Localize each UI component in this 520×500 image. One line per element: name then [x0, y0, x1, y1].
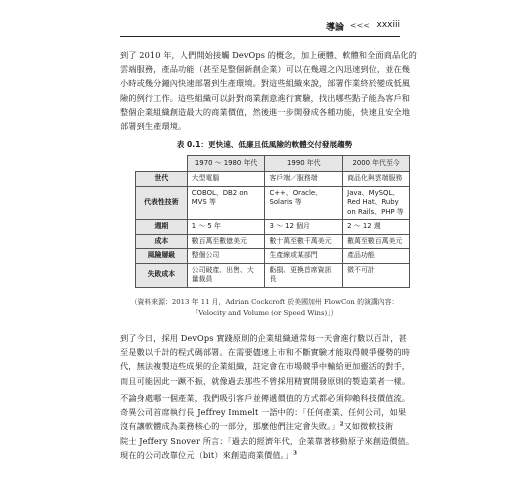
paragraph-text: 現在的公司改靠位元（bit）來創造商業價值。」	[120, 449, 294, 460]
paragraph-line-with-footnote	[120, 448, 409, 462]
paragraph-line: 險的例行工作。這些組織可以針對商業創意進行實驗，找出哪些點子能為客戶和	[120, 92, 411, 103]
paragraph-line: 院士 Jeffery Snover 所言：「過去的經濟年代，企業靠著移動原子來創造價值。	[120, 435, 415, 446]
paragraph-3	[120, 391, 415, 462]
row-header: 失敗成本	[136, 263, 188, 287]
table-row	[136, 186, 410, 220]
table-cell: C++、Oracle、Solaris 等	[265, 186, 343, 220]
paragraph-line: 到了今日，採用 DevOps 實踐原則的企業組織通常每一天會進行數以百計，甚	[120, 333, 407, 343]
table-row	[136, 263, 410, 287]
paragraph-line: 而且可能因此一蹶不振，就像過去那些不曾採用精實開發原則的製造業者一樣。	[120, 375, 411, 386]
paragraph-line: 整個企業組織創造最大的商業價值，然後進一步開發成各種功能，快速且安全地	[120, 106, 411, 117]
column-header: 1970 ～ 1980 年代	[187, 156, 265, 172]
source-line: 「Velocity and Volume (or Speed Wins)」）	[191, 308, 338, 317]
source-note	[120, 297, 409, 318]
footnote-marker: 3	[293, 450, 298, 457]
row-header: 風險層級	[136, 249, 188, 264]
row-header: 成本	[136, 234, 188, 249]
footnote-marker: 2	[339, 421, 344, 428]
row-header: 世代	[136, 172, 188, 187]
table-cell: Java、MySQL、Red Hat、Ruby on Rails、PHP 等	[343, 186, 410, 220]
table-cell: 整個公司	[187, 249, 265, 264]
table-cell: 2 ～ 12 週	[343, 220, 410, 235]
table-cell: 數萬至數百萬美元	[343, 234, 410, 249]
running-header	[120, 20, 400, 34]
table-row	[136, 172, 410, 187]
source-line: （資料來源：2013 年 11 月，Adrian Cockcroft 於美國加州 FlowCon 的演講內容：	[130, 298, 399, 306]
table-header-row	[136, 156, 410, 172]
paragraph-text: 沒有讓軟體成為業務核心的一部分，那麼他們注定會失敗。」	[120, 421, 340, 432]
header-rule	[120, 36, 400, 37]
table-cell: 公司破產、出售、大量裁員	[187, 263, 265, 287]
row-header: 週期	[136, 220, 188, 235]
table-cell: COBOL、DB2 on MVS 等	[187, 186, 265, 220]
paragraph-line: 奇異公司首席執行長 Jeffrey Immelt 一語中的：「任何產業、任何公司，如果	[120, 407, 407, 418]
column-header: 1990 年代	[265, 156, 343, 172]
paragraph-1	[120, 48, 417, 133]
table-cell: 生產線或某部門	[265, 249, 343, 264]
table-cell: 商品化與雲端服務	[343, 172, 410, 187]
table-row	[136, 234, 410, 249]
paragraph-line-with-footnote	[120, 419, 409, 433]
paragraph-line: 雲端服務，產品功能（甚至是整個新創企業）可以在幾週之內迅速到位，並在幾	[120, 64, 411, 75]
table-row	[136, 220, 410, 235]
paragraph-line: 不論身處哪一個產業，我們吸引客戶並傳遞價值的方式都必須仰賴科技價值流。	[120, 393, 411, 403]
paragraph-line: 部署到生產環境。	[120, 121, 187, 132]
trend-table	[135, 155, 410, 288]
arrows-icon: <<<	[349, 21, 370, 30]
table-caption: 表 0.1：更快速、低廉且低風險的軟體交付發展趨勢	[176, 140, 353, 149]
table-cell: 微不可計	[343, 263, 410, 287]
table-cell: 1 ～ 5 年	[187, 220, 265, 235]
table-cell: 大型電腦	[187, 172, 265, 187]
table-cell: 客戶端／服務端	[265, 172, 343, 187]
table-cell: 數百萬至數億美元	[187, 234, 265, 249]
column-header: 2000 年代至今	[343, 156, 410, 172]
paragraph-line: 代，無法複製這些成果的企業組織，註定會在市場競爭中輸給更加靈活的對手，	[120, 361, 411, 372]
paragraph-line: 至是數以千計的程式碼部署。在需要儘速上市和不斷實驗才能取得競爭優勢的時	[120, 347, 411, 358]
table-cell: 產品功能	[343, 249, 410, 264]
table-cell: 虧損、更換首席資訊長	[265, 263, 343, 287]
table-corner	[136, 156, 188, 172]
row-header: 代表性技術	[136, 186, 188, 220]
paragraph-2	[120, 331, 409, 388]
page-number: xxxiii	[376, 20, 400, 30]
paragraph-line: 小時或幾分鐘內快速部署到生產環境。對這些組織來說，部署作業終於變成低風	[120, 78, 411, 89]
table-cell: 3 ～ 12 個月	[265, 220, 343, 235]
table-cell: 數十萬至數千萬美元	[265, 234, 343, 249]
paragraph-line: 到了 2010 年，人們開始接觸 DevOps 的概念，加上硬體、軟體和全面商品化的	[120, 50, 417, 60]
paragraph-text: 又如微軟技術	[343, 421, 394, 432]
section-title: 導論	[325, 23, 344, 33]
table-row	[136, 249, 410, 264]
